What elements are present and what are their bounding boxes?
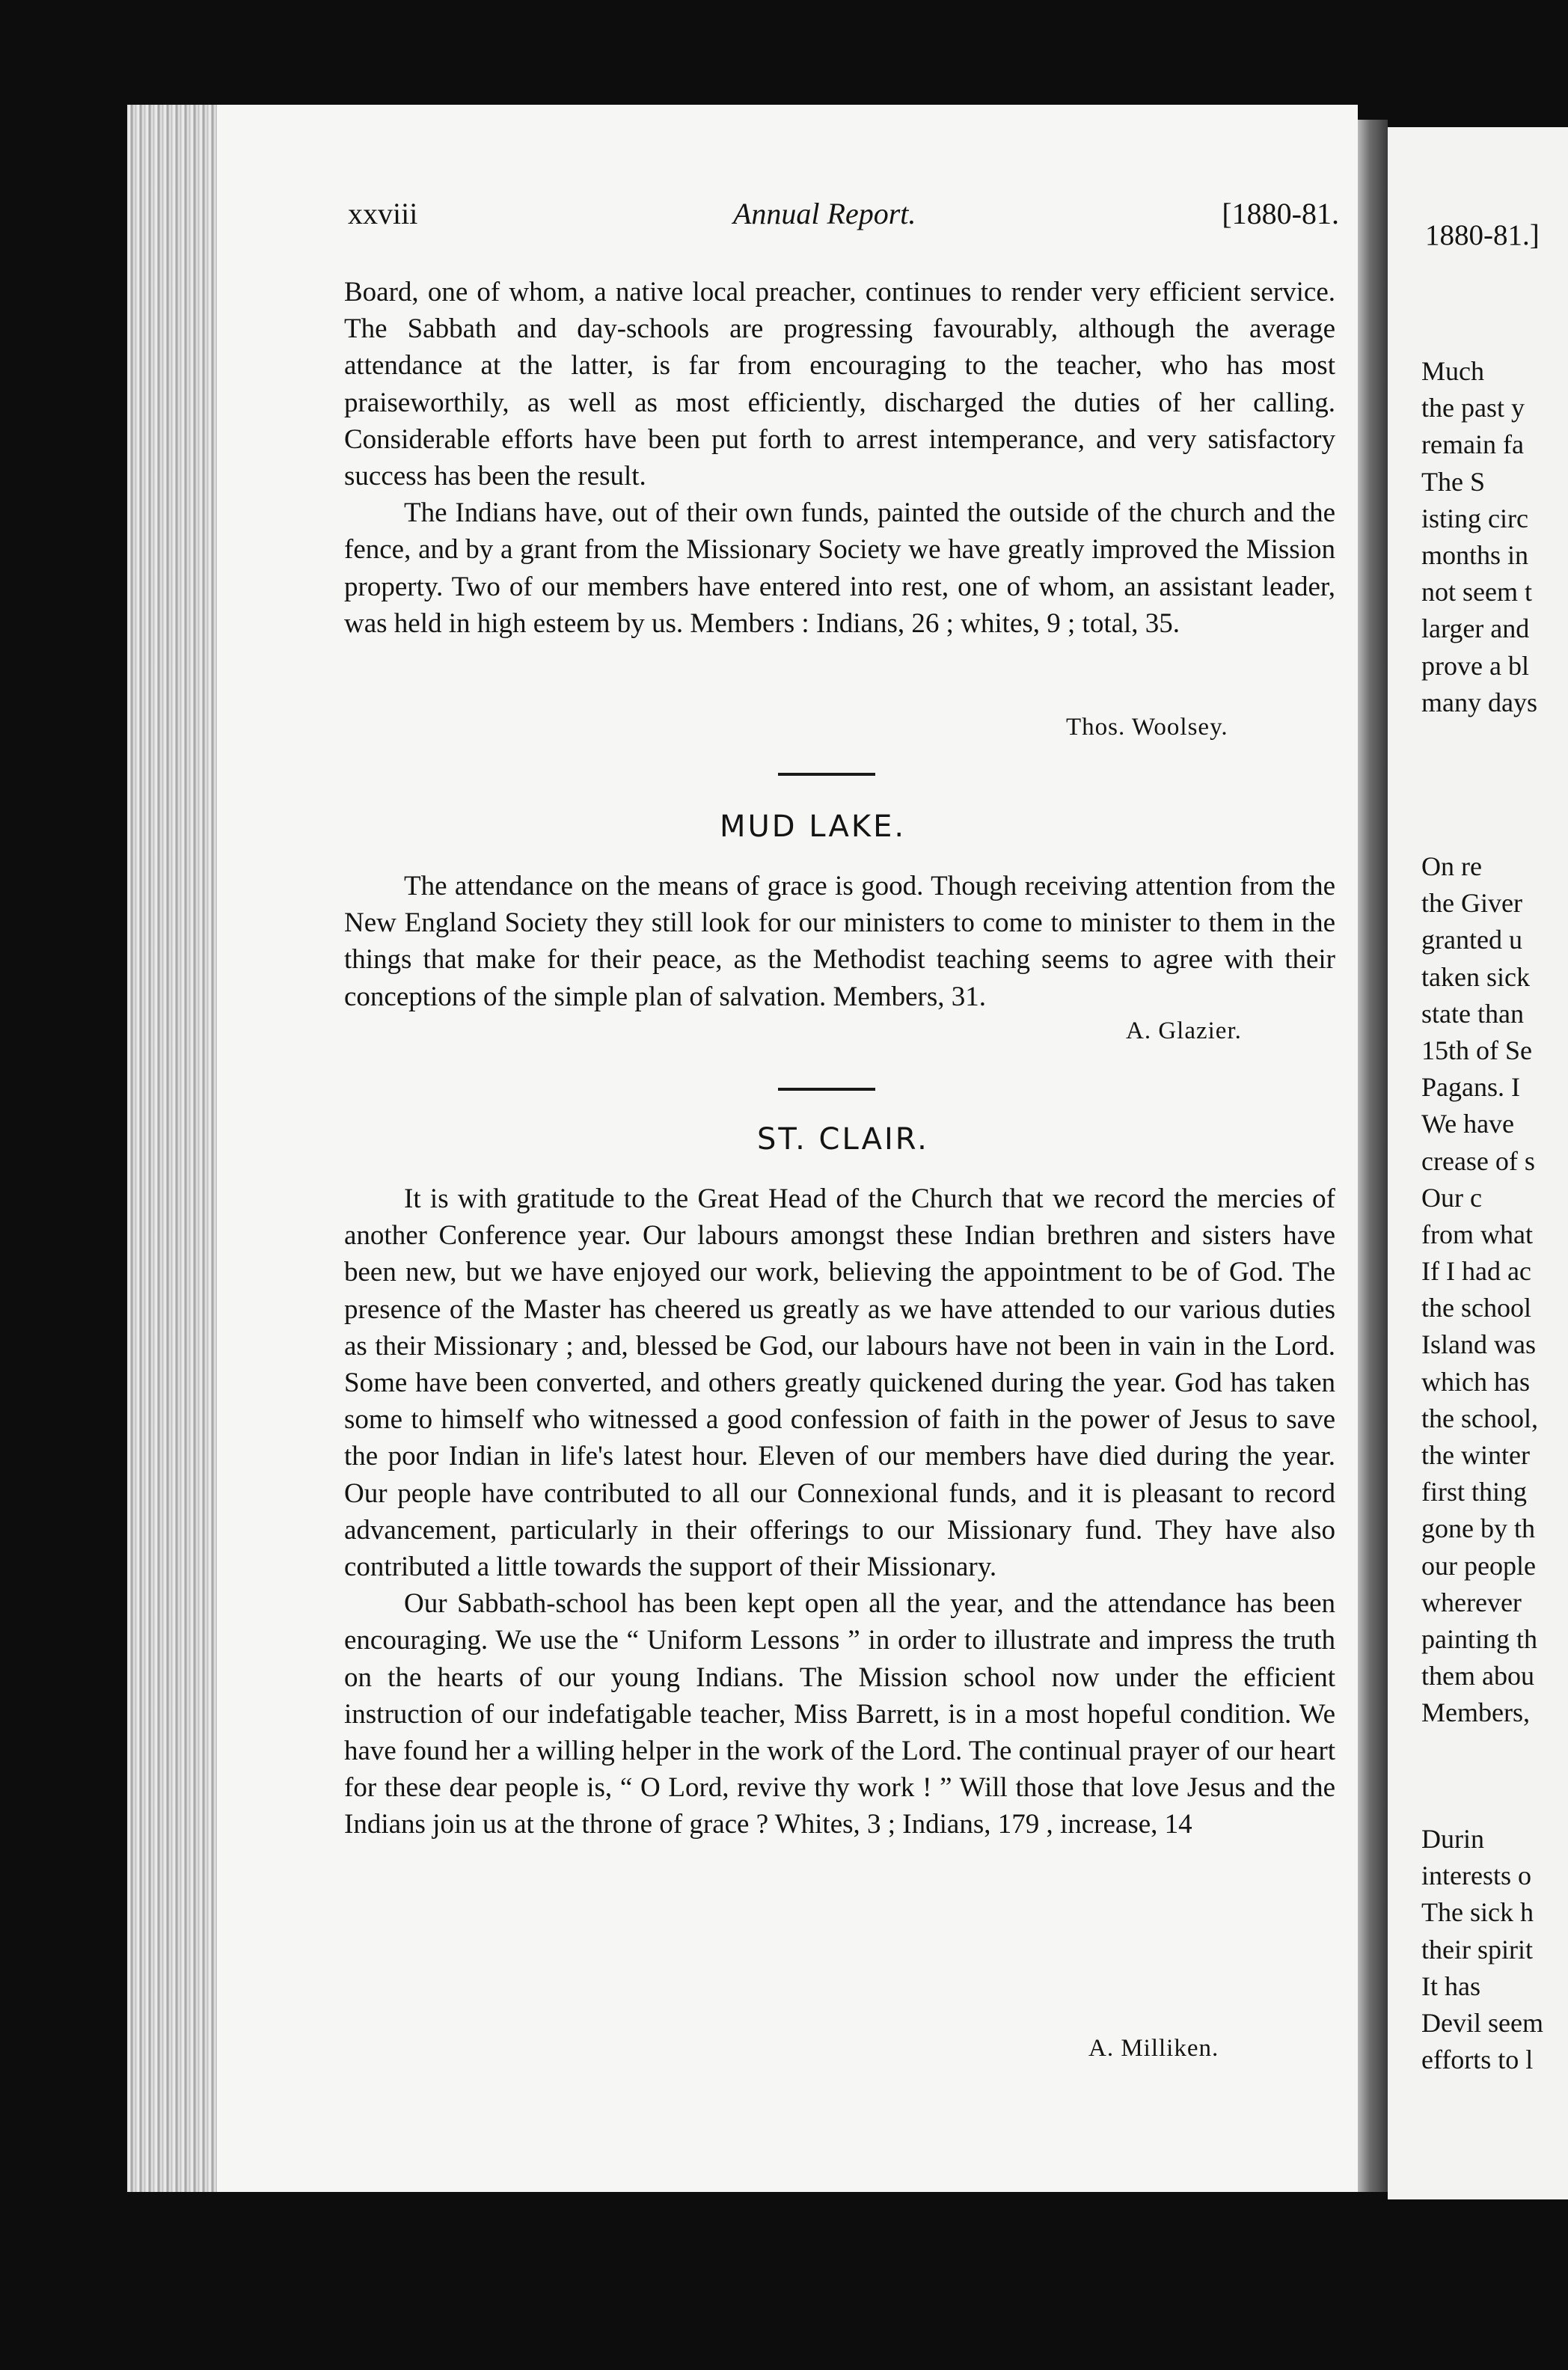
section-divider [778,1088,875,1091]
right-text-block-b [1421,848,1538,1732]
right-page-line: We have [1421,1109,1515,1139]
st-clair-section [344,1181,1335,1843]
intro-paragraph-2: The Indians have, out of their own funds, painted the outside of the church and the fence, and by a grant from the Missionary Society we have greatly improved the Mission property. Two of our members have entered into rest, one of whom, an assistant leader, was held in high esteem by us. Members : Indians, 26 ; whites, 9 ; total, 35. [344,497,1335,639]
right-page-line: from what [1421,1219,1533,1249]
right-page-line: not seem t [1421,577,1532,607]
st-clair-paragraph-1: It is with gratitude to the Great Head of the Church that we record the mercies of another Conference year. Our labours amongst these Indian brethren and sisters have been new, but we have enjoyed our work, believing the appointment to be of God. The presence of the Master has cheered us greatly as we have attended to our various duties as their Missionary ; and, blessed be God, our labours have not been in vain in the Lord. Some have been converted, and others greatly quickened during the year. God has taken some to himself who witnessed a good confession of faith in the power of Jesus to save the poor Indian in life's latest hour. Eleven of our members have died during the year. Our people have contributed to all our Connexional funds, and it is pleasant to record advancement, particularly in their offerings to our Missionary fund. They have also contributed a little towards the support of their Missionary. [344,1184,1335,1583]
right-page-line: taken sick [1421,961,1530,992]
right-page-line: first thing [1421,1477,1527,1507]
right-page-line: granted u [1421,925,1522,955]
right-page-line: which has [1421,1366,1530,1397]
right-page-line: painting th [1421,1623,1537,1654]
right-page-line: them abou [1421,1661,1534,1691]
right-page-line: the Giver [1421,888,1522,919]
right-page-line: Pagans. I [1421,1072,1520,1103]
st-clair-paragraph-2: Our Sabbath-school has been kept open all the year, and the attendance has been encouraging. We use the “ Uniform Lessons ” in order to illustrate and impress the truth on the hearts of our young Indians. The Mission school now under the efficient instruction of our indefatigable teacher, Miss Barrett, is in a most hopeful condition. We have found her a willing helper in the work of the Lord. The continual prayer of our heart for these dear people is, “ O Lord, revive thy work ! ” Will those that love Jesus and the Indians join us at the throne of grace ? Whites, 3 ; Indians, 179 , increase, 14 [344,1588,1335,1840]
right-page-line: the past y [1421,393,1525,423]
right-page-line: On re [1421,851,1482,881]
section-divider [778,773,875,776]
right-page-line: 15th of Se [1421,1035,1532,1065]
right-page-line: It has [1421,1971,1480,2001]
right-page-line: larger and [1421,613,1530,644]
right-page-line: crease of s [1421,1145,1535,1176]
right-page-line: the winter [1421,1440,1530,1470]
right-page-line: Much [1421,356,1484,386]
right-page-line: prove a bl [1421,650,1529,681]
right-page-line: If I had ac [1421,1256,1531,1287]
right-page-line: Durin [1421,1824,1484,1854]
right-text-block-a [1421,353,1537,721]
running-header [348,196,1339,241]
mud-lake-section [344,868,1335,1015]
heading-mud-lake: MUD LAKE. [720,809,907,844]
book-gutter [1358,120,1388,2192]
right-page-line: The S [1421,466,1485,497]
intro-paragraph-1: Board, one of whom, a native local preacher, continues to render very efficient service. The Sabbath and day-schools are progressing favourably, although the average attendance at the latter, is far from encouraging to the teacher, who has most praiseworthily, as well as most efficiently, discharged the duties of her calling. Considerable efforts have been put forth to arrest intemperance, and very satisfactory success has been the result. [344,277,1335,492]
right-page-line: the school, [1421,1403,1538,1433]
right-page-line: state than [1421,998,1524,1029]
book-page-edges [127,105,224,2192]
right-page-line: Our c [1421,1182,1482,1213]
year-range: [1880-81. [1222,197,1339,230]
right-page-line: their spirit [1421,1934,1533,1965]
right-text-block-c [1421,1821,1543,2078]
right-page-line: The sick h [1421,1897,1534,1928]
right-page-line: wherever [1421,1587,1522,1617]
intro-section [344,274,1335,642]
right-page-line: isting circ [1421,503,1528,533]
right-page-line: efforts to l [1421,2045,1534,2075]
right-page-line: interests o [1421,1861,1531,1891]
mud-lake-paragraph: The attendance on the means of grace is good. Though receiving attention from the New England Society they still look for our ministers to come to minister to them in the things that make for their peace, as the Methodist teaching seems to agree with their conceptions of the simple plan of salvation. Members, 31. [344,871,1335,1012]
running-title: Annual Report. [733,197,916,230]
right-page-line: the school [1421,1293,1531,1323]
signature-glazier: A. Glazier. [1126,1017,1242,1044]
signature-woolsey: Thos. Woolsey. [1066,714,1228,741]
right-page-line: months in [1421,539,1529,570]
heading-st-clair: ST. CLAIR. [757,1122,929,1157]
signature-milliken: A. Milliken. [1088,2035,1219,2062]
right-page-line: Island was [1421,1329,1536,1360]
right-page-line: our people [1421,1550,1536,1581]
right-page-header: 1880-81.] [1425,219,1540,251]
right-page-line: Devil seem [1421,2007,1543,2038]
right-page-line: gone by th [1421,1513,1535,1544]
right-page-line: Members, [1421,1697,1530,1728]
page-number: xxviii [348,197,418,230]
right-page-line: remain fa [1421,429,1524,460]
right-page-line: many days [1421,687,1537,717]
